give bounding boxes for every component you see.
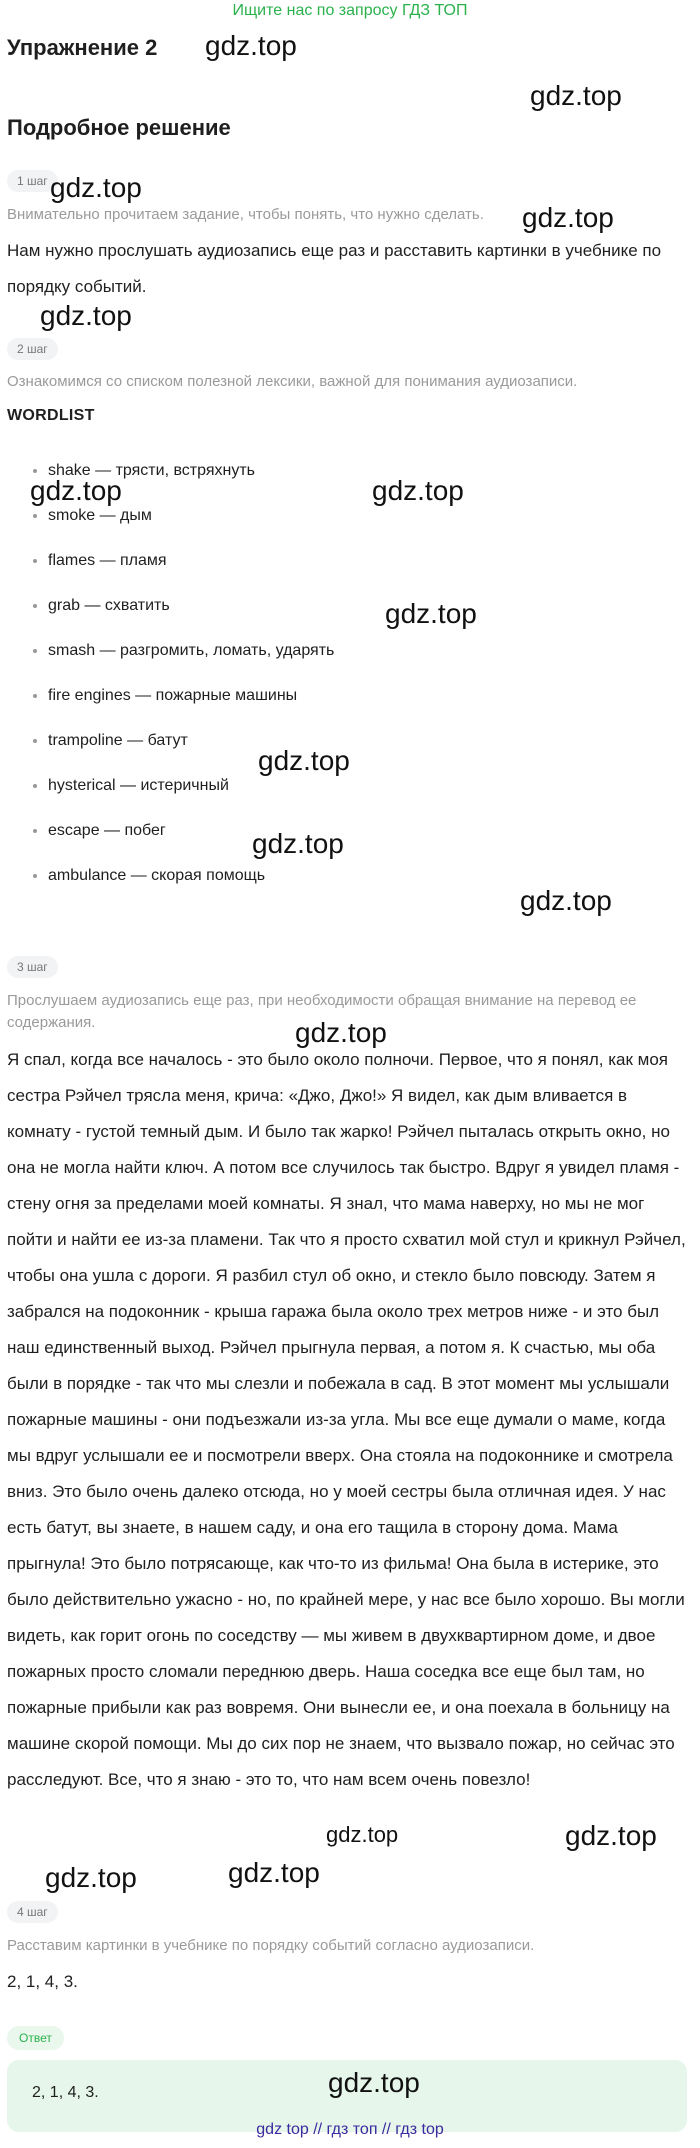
step-3-badge: 3 шаг (7, 956, 58, 978)
watermark: gdz.top (565, 1820, 657, 1851)
watermark: gdz.top (45, 1862, 137, 1893)
watermark: gdz.top (205, 30, 297, 61)
wordlist-item: • shake — трясти, встряхнуть (48, 455, 688, 500)
watermark: gdz.top (50, 172, 142, 203)
wordlist-item: • flames — пламя (48, 545, 688, 590)
watermark: gdz.top (258, 745, 350, 776)
wordlist-item: • ambulance — скорая помощь (48, 860, 688, 905)
watermark: gdz.top (372, 475, 464, 506)
wordlist-item: • fire engines — пожарные машины (48, 680, 688, 725)
solution-heading: Подробное решение (7, 115, 231, 140)
watermark: gdz.top (328, 2067, 420, 2098)
wordlist (0, 455, 688, 905)
wordlist-item: • hysterical — истеричный (48, 770, 688, 815)
step-3-text: Я спал, когда все началось - это было около полночи. Первое, что я понял, как моя сестра Рэйчел трясла меня, крича: «Джо, Джо!» Я видел, как дым вливается в комнату - густой темный дым. И было так жарко! Рэйчел пыталась открыть окно, но она не могла найти ключ. А потом все случилось так быстро. Вдруг я увидел пламя - стену огня за пределами моей комнаты. Я знал, что мама наверху, но мы не мог пойти и найти ее из-за пламени. Так что я просто схватил мой стул и крикнул Рэйчел, чтобы она ушла с дороги. Я разбил стул об окно, и стекло было повсюду. Затем я забрался на подоконник - крыша гаража была около трех метров ниже - и это был наш единственный выход. Рэйчел прыгнула первая, а потом я. К счастью, мы оба были в порядке - так что мы слезли и побежала в сад. В этот момент мы услышали пожарные машины - они подъезжали из-за угла. Мы все еще думали о маме, когда мы вдруг услышали ее и посмотрели вверх. Она стояла на подоконнике и смотрела вниз. Это было очень далеко отсюда, но у моей сестры была отличная идея. У нас есть батут, вы знаете, в нашем саду, и она его тащила в сторону дома. Мама прыгнула! Это было потрясающе, как что-то из фильма! Она была в истерике, это было действительно ужасно - но, по крайней мере, у нас все было хорошо. Вы могли видеть, как горит огонь по соседству — мы живем в двухквартирном доме, и двое пожарных просто сломали переднюю дверь. Наша соседка все еще был там, но пожарные прибыли как раз вовремя. Они вынесли ее, и она поехала в больницу на машине скорой помощи. Мы до сих пор не знаем, что вызвало пожар, но сейчас это расследуют. Все, что я знаю - это то, что нам всем очень повезло! (7, 1050, 686, 1789)
wordlist-item: • trampoline — батут (48, 725, 688, 770)
watermark: gdz.top (30, 475, 122, 506)
watermark: gdz.top (295, 1017, 387, 1048)
watermark: gdz.top (326, 1822, 399, 1847)
answer-badge: Ответ (7, 2026, 64, 2050)
step-1-badge: 1 шаг (7, 170, 58, 192)
wordlist-item: • smash — разгромить, ломать, ударять (48, 635, 688, 680)
footer-links: gdz top // гдз топ // гдз top (256, 2121, 444, 2138)
answer-value: 2, 1, 4, 3. (32, 2084, 99, 2101)
step-2-badge: 2 шаг (7, 338, 58, 360)
watermark: gdz.top (228, 1857, 320, 1888)
wordlist-item: • grab — схватить (48, 590, 688, 635)
watermark: gdz.top (522, 202, 614, 233)
step-4-badge: 4 шаг (7, 1901, 58, 1923)
watermark: gdz.top (252, 828, 344, 859)
step-1-text: Нам нужно прослушать аудиозапись еще раз и расставить картинки в учебнике по порядку событий. (7, 241, 662, 296)
step-2-hint: Ознакомимся со списком полезной лексики, важной для понимания аудиозаписи. (7, 373, 578, 390)
wordlist-heading: WORDLIST (7, 407, 95, 424)
watermark: gdz.top (530, 80, 622, 111)
watermark: gdz.top (520, 885, 612, 916)
exercise-title: Упражнение 2 (7, 35, 158, 60)
wordlist-item: • escape — побег (48, 815, 688, 860)
watermark: gdz.top (40, 300, 132, 331)
top-banner: Ищите нас по запросу ГДЗ ТОП (232, 2, 468, 19)
step-3-hint: Прослушаем аудиозапись еще раз, при необходимости обращая внимание на перевод ее содержания. (7, 992, 637, 1031)
step-4-text: 2, 1, 4, 3. (7, 1972, 78, 1991)
watermark: gdz.top (385, 598, 477, 629)
wordlist-item: • smoke — дым (48, 500, 688, 545)
step-4-hint: Расставим картинки в учебнике по порядку событий согласно аудиозаписи. (7, 1937, 535, 1954)
step-1-hint: Внимательно прочитаем задание, чтобы понять, что нужно сделать. (7, 206, 484, 223)
